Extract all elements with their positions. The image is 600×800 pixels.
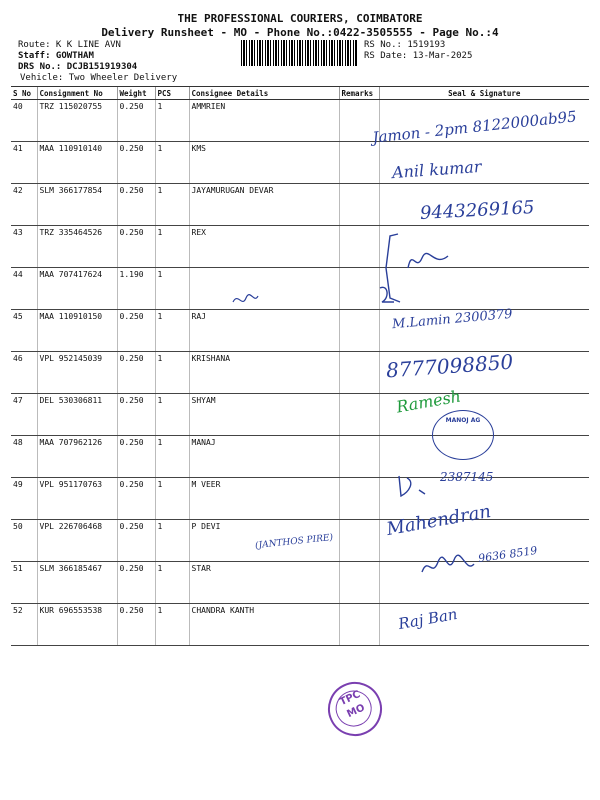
table-row (11, 478, 589, 520)
consignee: KMS (189, 142, 339, 184)
sno: 47 (11, 394, 37, 436)
signature-51: 9636 8519 (477, 543, 539, 566)
weight: 0.250 (117, 226, 155, 268)
round-stamp-text: MANOJ AG (445, 417, 481, 424)
weight: 0.250 (117, 436, 155, 478)
weight: 0.250 (117, 394, 155, 436)
signature-41: Anil kumar (391, 156, 483, 183)
signature-52: Raj Ban (396, 604, 459, 634)
consignment-no: DEL 530306811 (37, 394, 117, 436)
table-row (11, 394, 589, 436)
sno: 52 (11, 604, 37, 646)
col-consignment: Consignment No (37, 87, 117, 100)
consignment-no: VPL 951170763 (37, 478, 117, 520)
table-header-row (11, 87, 589, 100)
sno: 49 (11, 478, 37, 520)
rs-number: RS No.: 1519193 (364, 40, 446, 50)
stamp-bottom-text: MO (345, 702, 367, 721)
consignee (189, 268, 339, 310)
weight: 0.250 (117, 478, 155, 520)
table-row (11, 268, 589, 310)
sno: 44 (11, 268, 37, 310)
remarks (339, 142, 379, 184)
weight: 0.250 (117, 352, 155, 394)
consignment-no: TRZ 335464526 (37, 226, 117, 268)
remarks (339, 436, 379, 478)
sno: 46 (11, 352, 37, 394)
drs-number: DRS No.: DCJB151919304 (18, 62, 138, 72)
col-weight: Weight (117, 87, 155, 100)
signature-40: Jamon - 2pm 8122000ab95 (371, 107, 578, 147)
remarks (339, 352, 379, 394)
col-sno: S No (11, 87, 37, 100)
signature-51-note: (JANTHOS PIRE) (254, 532, 334, 552)
pcs: 1 (155, 436, 189, 478)
remarks (339, 478, 379, 520)
sno: 50 (11, 520, 37, 562)
rs-date: RS Date: 13-Mar-2025 (364, 51, 473, 61)
pcs: 1 (155, 478, 189, 520)
consignment-no: MAA 110910150 (37, 310, 117, 352)
consignee: P DEVI (189, 520, 339, 562)
consignment-no: VPL 226706468 (37, 520, 117, 562)
table-row (11, 142, 589, 184)
consignee: SHYAM (189, 394, 339, 436)
remarks (339, 562, 379, 604)
weight: 0.250 (117, 562, 155, 604)
staff: Staff: GOWTHAM (18, 51, 94, 61)
pcs: 1 (155, 268, 189, 310)
table-row (11, 226, 589, 268)
weight: 0.250 (117, 604, 155, 646)
sno: 51 (11, 562, 37, 604)
sno: 42 (11, 184, 37, 226)
consignee: RAJ (189, 310, 339, 352)
weight: 0.250 (117, 142, 155, 184)
signature-scribble-49 (395, 472, 435, 502)
remarks (339, 226, 379, 268)
consignment-no: MAA 110910140 (37, 142, 117, 184)
remarks (339, 394, 379, 436)
signature-45: M.Lamin 2300379 (391, 306, 514, 333)
remarks (339, 310, 379, 352)
col-remarks: Remarks (339, 87, 379, 100)
pcs: 1 (155, 604, 189, 646)
table-row (11, 604, 589, 646)
signature-47: Ramesh (394, 386, 463, 417)
consignment-no: MAA 707962126 (37, 436, 117, 478)
consignee: MANAJ (189, 436, 339, 478)
remarks (339, 268, 379, 310)
signature-49: 2387145 (440, 470, 494, 484)
sno: 45 (11, 310, 37, 352)
sno: 40 (11, 100, 37, 142)
consignee-round-stamp (432, 410, 494, 460)
company-name: THE PROFESSIONAL COURIERS, COIMBATORE (177, 12, 423, 25)
route: Route: K K LINE AVN (18, 40, 121, 50)
initials-scribble (230, 290, 260, 310)
pcs: 1 (155, 100, 189, 142)
consignment-no: SLM 366185467 (37, 562, 117, 604)
pcs: 1 (155, 184, 189, 226)
col-pcs: PCS (155, 87, 189, 100)
signature-scribble-51 (418, 552, 478, 582)
sno: 41 (11, 142, 37, 184)
consignment-no: MAA 707417624 (37, 268, 117, 310)
consignee: STAR (189, 562, 339, 604)
signature-cell (379, 562, 589, 604)
barcode (241, 40, 357, 66)
table-row (11, 562, 589, 604)
consignee: CHANDRA KANTH (189, 604, 339, 646)
table-row (11, 436, 589, 478)
remarks (339, 604, 379, 646)
pcs: 1 (155, 352, 189, 394)
sno: 48 (11, 436, 37, 478)
signature-50: Mahendran (384, 501, 493, 540)
vehicle: Vehicle: Two Wheeler Delivery (20, 73, 178, 83)
consignment-no: TRZ 115020755 (37, 100, 117, 142)
runsheet-subtitle: Delivery Runsheet - MO - Phone No.:0422-3505555 - Page No.:4 (101, 26, 499, 39)
consignment-no: KUR 696553538 (37, 604, 117, 646)
signature-42: 9443269165 (419, 197, 536, 224)
consignee: JAYAMURUGAN DEVAR (189, 184, 339, 226)
remarks (339, 184, 379, 226)
pcs: 1 (155, 226, 189, 268)
weight: 0.250 (117, 100, 155, 142)
pcs: 1 (155, 310, 189, 352)
pcs: 1 (155, 142, 189, 184)
signature-46: 8777098850 (385, 349, 514, 383)
consignee: KRISHANA (189, 352, 339, 394)
consignment-no: SLM 366177854 (37, 184, 117, 226)
pcs: 1 (155, 562, 189, 604)
tpc-stamp (319, 673, 391, 745)
signature-scribble-43-44 (378, 228, 468, 308)
consignment-no: VPL 952145039 (37, 352, 117, 394)
pcs: 1 (155, 520, 189, 562)
stamp-top-text: TPC (338, 689, 363, 709)
weight: 0.250 (117, 184, 155, 226)
consignee: REX (189, 226, 339, 268)
col-signature: Seal & Signature (379, 87, 589, 100)
consignee: AMMRIEN (189, 100, 339, 142)
col-consignee: Consignee Details (189, 87, 339, 100)
consignee: M VEER (189, 478, 339, 520)
weight: 1.190 (117, 268, 155, 310)
pcs: 1 (155, 394, 189, 436)
remarks (339, 520, 379, 562)
sno: 43 (11, 226, 37, 268)
weight: 0.250 (117, 310, 155, 352)
weight: 0.250 (117, 520, 155, 562)
